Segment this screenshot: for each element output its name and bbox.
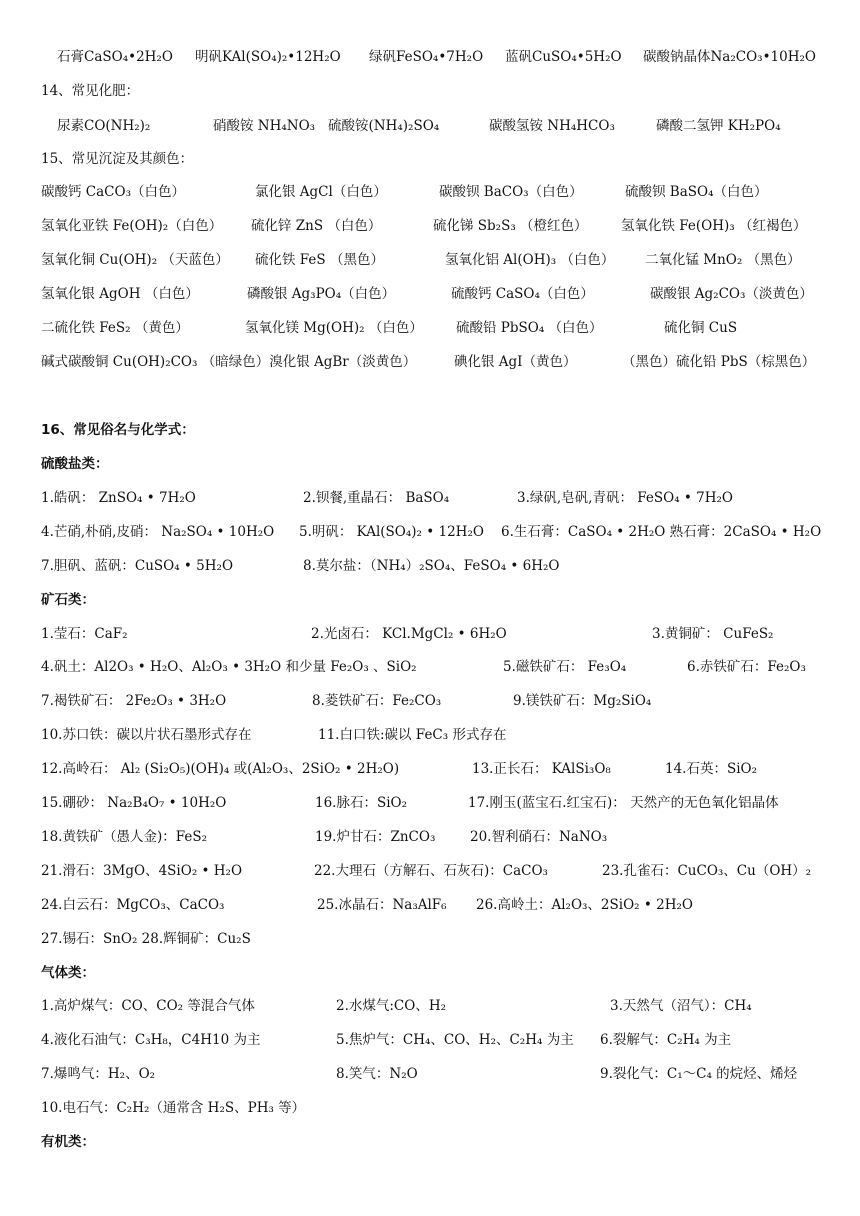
- text-segment: 氢氧化亚铁 Fe(OH)₂（白色）: [41, 218, 223, 234]
- text-segment: 尿素CO(NH₂)₂: [57, 118, 151, 134]
- name-formula-row: [0, 526, 860, 546]
- text-segment: 硫酸铅 PbSO₄ （白色）: [456, 320, 603, 336]
- text-segment: 21.滑石：3MgO、4SiO₂ • H₂O: [41, 863, 243, 879]
- text-segment: 碳酸钠晶体Na₂CO₃•10H₂O: [643, 49, 816, 65]
- text-segment: 蓝矾CuSO₄•5H₂O: [505, 49, 622, 65]
- text-segment: 碳酸钙 CaCO₃（白色）: [41, 184, 185, 200]
- name-formula-row: [0, 1102, 860, 1122]
- section-heading: [0, 153, 860, 173]
- text-segment: 6.赤铁矿石：Fe₂O₃: [687, 659, 806, 675]
- heading-text: 16、常见俗名与化学式：: [41, 422, 195, 438]
- name-formula-row: [0, 933, 860, 953]
- text-segment: 16.脉石：SiO₂: [315, 795, 408, 811]
- text-segment: 5.焦炉气：CH₄、CO、H₂、C₂H₄ 为主: [336, 1032, 574, 1048]
- text-segment: 4.矾土：Al2O₃ • H₂O、Al₂O₃ • 3H₂O 和少量 Fe₂O₃ 、SiO₂: [41, 659, 417, 675]
- subsection-heading: [0, 594, 860, 614]
- name-formula-row: [0, 695, 860, 715]
- text-segment: 碳酸钡 BaCO₃（白色）: [439, 184, 583, 200]
- text-segment: 磷酸银 Ag₃PO₄（白色）: [247, 286, 396, 302]
- text-segment: 硫化铁 FeS （黑色）: [255, 252, 384, 268]
- text-segment: 1.高炉煤气：CO、CO₂ 等混合气体: [41, 998, 255, 1014]
- name-formula-row: [0, 899, 860, 919]
- text-segment: 硫酸铵(NH₄)₂SO₄: [328, 118, 440, 134]
- text-segment: 17.刚玉(蓝宝石.红宝石)： 天然产的无色氧化铝晶体: [468, 795, 779, 811]
- name-formula-row: [0, 831, 860, 851]
- text-segment: 6.裂解气：C₂H₄ 为主: [600, 1032, 732, 1048]
- text-segment: 氢氧化镁 Mg(OH)₂ （白色）: [245, 320, 423, 336]
- text-segment: 氢氧化铝 Al(OH)₃ （白色）: [445, 252, 615, 268]
- text-segment: 硫化铜 CuS: [664, 320, 738, 336]
- precipitate-row: [0, 322, 860, 342]
- name-formula-row: [0, 560, 860, 580]
- text-segment: 11.白口铁:碳以 FeC₃ 形式存在: [318, 727, 507, 743]
- text-segment: 绿矾FeSO₄•7H₂O: [369, 49, 484, 65]
- text-segment: 2.水煤气:CO、H₂: [336, 998, 447, 1014]
- section-heading: [0, 85, 860, 105]
- text-segment: 8.笑气：N₂O: [336, 1066, 418, 1082]
- text-segment: 19.炉甘石：ZnCO₃: [315, 829, 436, 845]
- hydrate-row: [0, 51, 860, 71]
- name-formula-row: [0, 729, 860, 749]
- text-segment: 碳酸银 Ag₂CO₃（淡黄色）: [650, 286, 813, 302]
- text-segment: 18.黄铁矿（愚人金)：FeS₂: [41, 829, 208, 845]
- text-segment: 2.光卤石： KCl.MgCl₂ • 6H₂O: [311, 626, 507, 642]
- name-formula-row: [0, 763, 860, 783]
- precipitate-row: [0, 254, 860, 274]
- text-segment: 7.胆矾、蓝矾：CuSO₄ • 5H₂O: [41, 558, 234, 574]
- text-segment: 1.莹石：CaF₂: [41, 626, 128, 642]
- text-segment: 5.明矾： KAl(SO₄)₂ • 12H₂O: [299, 524, 484, 540]
- text-segment: （黑色）硫化铅 PbS（棕黑色）: [622, 354, 816, 370]
- text-segment: 12.高岭石： Al₂ (Si₂O₅)(OH)₄ 或(Al₂O₃、2SiO₂ • 2H₂O): [41, 761, 400, 777]
- text-segment: 10.苏口铁：碳以片状石墨形式存在: [41, 727, 252, 743]
- heading-text: 14、常见化肥：: [41, 83, 140, 99]
- text-segment: 26.高岭土：Al₂O₃、2SiO₂ • 2H₂O: [476, 897, 693, 913]
- text-segment: 明矾KAl(SO₄)₂•12H₂O: [195, 49, 341, 65]
- name-formula-row: [0, 797, 860, 817]
- section-heading: [0, 424, 860, 444]
- text-segment: 14.石英：SiO₂: [665, 761, 758, 777]
- text-segment: 硫酸钡 BaSO₄（白色）: [625, 184, 768, 200]
- text-segment: 1.皓矾： ZnSO₄ • 7H₂O: [41, 490, 196, 506]
- text-segment: 碘化银 AgI（黄色）: [454, 354, 577, 370]
- text-segment: 8.菱铁矿石：Fe₂CO₃: [312, 693, 442, 709]
- text-segment: 20.智利硝石：NaNO₃: [470, 829, 608, 845]
- name-formula-row: [0, 661, 860, 681]
- text-segment: 23.孔雀石：CuCO₃、Cu（OH）₂: [602, 863, 812, 879]
- text-segment: 10.电石气：C₂H₂（通常含 H₂S、PH₃ 等）: [41, 1100, 306, 1116]
- text-segment: 24.白云石：MgCO₃、CaCO₃: [41, 897, 225, 913]
- text-segment: 6.生石膏：CaSO₄ • 2H₂O 熟石膏：2CaSO₄ • H₂O: [501, 524, 822, 540]
- precipitate-row: [0, 220, 860, 240]
- subsection-heading: [0, 1136, 860, 1156]
- text-segment: 硝酸铵 NH₄NO₃: [213, 118, 316, 134]
- text-segment: 4.芒硝,朴硝,皮硝： Na₂SO₄ • 10H₂O: [41, 524, 275, 540]
- text-segment: 25.冰晶石：Na₃AlF₆: [317, 897, 447, 913]
- name-formula-row: [0, 1000, 860, 1020]
- heading-text: 气体类：: [41, 965, 95, 981]
- text-segment: 硫化锌 ZnS （白色）: [251, 218, 382, 234]
- text-segment: 碱式碳酸铜 Cu(OH)₂CO₃ （暗绿色）溴化银 AgBr（淡黄色）: [41, 354, 417, 370]
- text-segment: 5.磁铁矿石： Fe₃O₄: [503, 659, 627, 675]
- text-segment: 碳酸氢铵 NH₄HCO₃: [489, 118, 615, 134]
- text-segment: 8.莫尔盐：（NH₄）₂SO₄、FeSO₄ • 6H₂O: [303, 558, 560, 574]
- text-segment: 二氧化锰 MnO₂ （黑色）: [645, 252, 801, 268]
- text-segment: 氢氧化铁 Fe(OH)₃ （红褐色）: [621, 218, 807, 234]
- precipitate-row: [0, 356, 860, 376]
- text-segment: 27.锡石：SnO₂ 28.辉铜矿：Cu₂S: [41, 931, 251, 947]
- heading-text: 矿石类：: [41, 592, 95, 608]
- name-formula-row: [0, 492, 860, 512]
- text-segment: 13.正长石： KAlSi₃O₈: [472, 761, 611, 777]
- text-segment: 硫酸钙 CaSO₄（白色）: [451, 286, 594, 302]
- text-segment: 7.褐铁矿石： 2Fe₂O₃ • 3H₂O: [41, 693, 227, 709]
- name-formula-row: [0, 1068, 860, 1088]
- fertilizer-row: [0, 120, 860, 140]
- text-segment: 磷酸二氢钾 KH₂PO₄: [656, 118, 781, 134]
- heading-text: 有机类：: [41, 1134, 95, 1150]
- text-segment: 22.大理石（方解石、石灰石)：CaCO₃: [314, 863, 548, 879]
- name-formula-row: [0, 1034, 860, 1054]
- text-segment: 硫化锑 Sb₂S₃ （橙红色）: [433, 218, 588, 234]
- text-segment: 氢氧化银 AgOH （白色）: [41, 286, 199, 302]
- text-segment: 3.绿矾,皂矾,青矾： FeSO₄ • 7H₂O: [517, 490, 733, 506]
- precipitate-row: [0, 288, 860, 308]
- text-segment: 9.镁铁矿石：Mg₂SiO₄: [513, 693, 652, 709]
- text-segment: 3.天然气（沼气）：CH₄: [610, 998, 752, 1014]
- text-segment: 二硫化铁 FeS₂ （黄色）: [41, 320, 189, 336]
- heading-text: 15、常见沉淀及其颜色：: [41, 151, 194, 167]
- text-segment: 9.裂化气：C₁～C₄ 的烷烃、烯烃: [600, 1066, 798, 1082]
- precipitate-row: [0, 186, 860, 206]
- text-segment: 2.钡餐,重晶石： BaSO₄: [303, 490, 450, 506]
- name-formula-row: [0, 628, 860, 648]
- text-segment: 15.硼砂： Na₂B₄O₇ • 10H₂O: [41, 795, 227, 811]
- subsection-heading: [0, 458, 860, 478]
- text-segment: 4.液化石油气：C₃H₈，C4H10 为主: [41, 1032, 261, 1048]
- text-segment: 7.爆鸣气：H₂、O₂: [41, 1066, 156, 1082]
- text-segment: 氯化银 AgCl（白色）: [255, 184, 387, 200]
- text-segment: 3.黄铜矿： CuFeS₂: [652, 626, 774, 642]
- name-formula-row: [0, 865, 860, 885]
- text-segment: 石膏CaSO₄•2H₂O: [57, 49, 173, 65]
- heading-text: 硫酸盐类：: [41, 456, 109, 472]
- text-segment: 氢氧化铜 Cu(OH)₂ （天蓝色）: [41, 252, 229, 268]
- subsection-heading: [0, 967, 860, 987]
